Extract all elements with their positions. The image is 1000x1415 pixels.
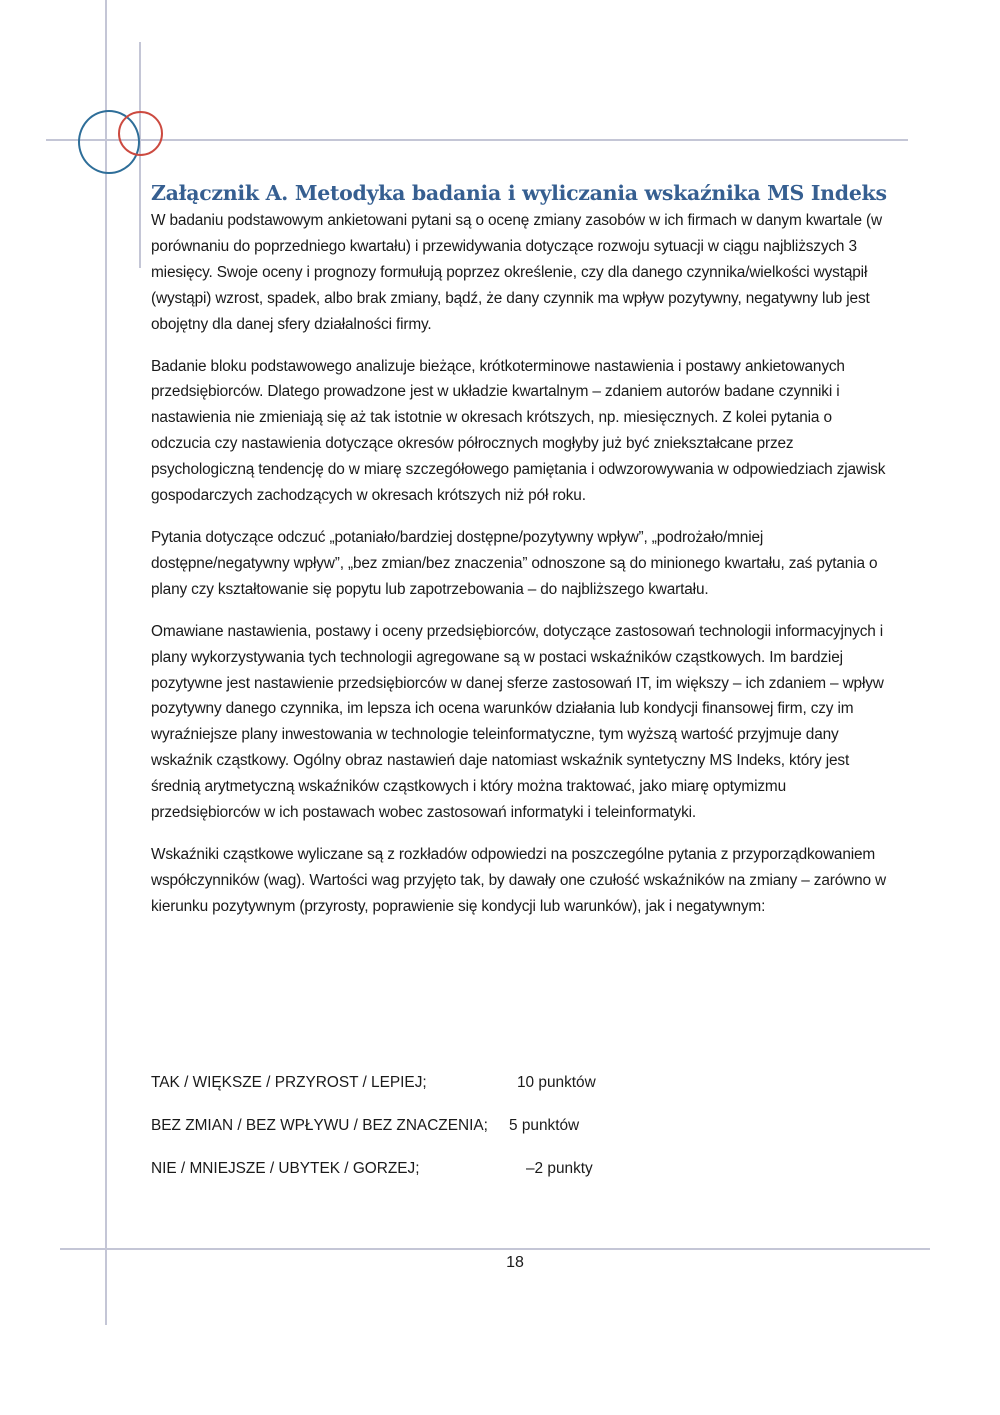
weight-value: 5 punktów	[509, 1117, 580, 1134]
paragraph-2: Badanie bloku podstawowego analizuje bieżące, krótkoterminowe nastawienia i postawy ankietowanych przedsiębiorców. Dlatego prowadzone jest w układzie kwartalnym – zdaniem autorów badane czynniki i nastawienia nie zmieniają się aż tak istotnie w okresach krótszych, np. miesięcznych. Z kolei pytania o odczucia czy nastawienia dotyczące okresów półrocznych mogłyby już być zniekształcane przez psychologiczną tendencję do w miarę szczegółowego pamiętania i odwzorowywania w odpowiedziach zjawisk gospodarczych zachodzących w okresach krótszych niż pół roku.	[151, 357, 886, 505]
paragraph-4: Omawiane nastawienia, postawy i oceny przedsiębiorców, dotyczące zastosowań technologii informacyjnych i plany wykorzystywania tych technologii agregowane są w postaci wskaźników cząstkowych. Im bardziej pozytywne jest nastawienie przedsiębiorców w danej sferze zastosowań IT, im większy – ich zdaniem – wpływ pozytywny danego czynnika, im lepsza ich ocena warunków działania lub kondycji finansowej firm, czy im wyraźniejsze plany inwestowania w technologie teleinformatyczne, tym wyższą wartość przyjmuje dany wskaźnik cząstkowy. Ogólny obraz nastawień daje natomiast wskaźnik syntetyczny MS Indeks, który jest średnią arytmetyczną wskaźników cząstkowych i który można traktować, jako miarę optymizmu przedsiębiorców w ich postawach wobec zastosowań informatyki i teleinformatyki.	[151, 622, 884, 822]
section-title: Załącznik A. Metodyka badania i wyliczania wskaźnika MS Indeks	[151, 181, 887, 205]
paragraph-5: Wskaźniki cząstkowe wyliczane są z rozkładów odpowiedzi na poszczególne pytania z przyporządkowaniem współczynników (wag). Wartości wag przyjęto tak, by dawały one czułość wskaźników na zmiany – zarówno w kierunku pozytywnym (przyrosty, poprawienie się kondycji lub warunków), jak i negatywnym:	[151, 845, 886, 915]
weight-row	[151, 1156, 651, 1199]
footer-horizontal-rule	[60, 1248, 930, 1250]
weight-row	[151, 1070, 651, 1113]
weight-row	[151, 1113, 651, 1156]
weight-value: 10 punktów	[517, 1074, 596, 1091]
decorative-vertical-rule	[105, 0, 107, 1325]
decorative-top-horizontal-rule	[46, 139, 908, 141]
paragraph-1: W badaniu podstawowym ankietowani pytani są o ocenę zmiany zasobów w ich firmach w danym kwartale (w porównaniu do poprzedniego kwartału) i przewidywania dotyczące rozwoju sytuacji w ciągu najbliższych 3 miesięcy. Swoje oceny i prognozy formułują poprzez określenie, czy dla danego czynnika/wielkości wystąpił (wystąpi) wzrost, spadek, albo brak zmiany, bądź, że dany czynnik ma wpływ pozytywny, negatywny lub jest obojętny dla danej sfery działalności firmy.	[151, 212, 882, 333]
weights-list	[151, 1070, 651, 1199]
weight-label: BEZ ZMIAN / BEZ WPŁYWU / BEZ ZNACZENIA;	[151, 1117, 488, 1134]
document-body	[151, 178, 891, 920]
weight-value: –2 punkty	[526, 1160, 593, 1177]
red-circle-ornament-icon	[118, 111, 163, 156]
weight-label: TAK / WIĘKSZE / PRZYROST / LEPIEJ;	[151, 1074, 427, 1091]
page-number: 18	[506, 1254, 524, 1271]
paragraph-3: Pytania dotyczące odczuć „potaniało/bardziej dostępne/pozytywny wpływ”, „podrożało/mniej dostępne/negatywny wpływ”, „bez zmian/bez znaczenia” odnoszone są do minionego kwartału, zaś pytania o plany czy kształtowanie się popytu lub zapotrzebowania – do najbliższego kwartału.	[151, 528, 878, 598]
weight-label: NIE / MNIEJSZE / UBYTEK / GORZEJ;	[151, 1160, 420, 1177]
